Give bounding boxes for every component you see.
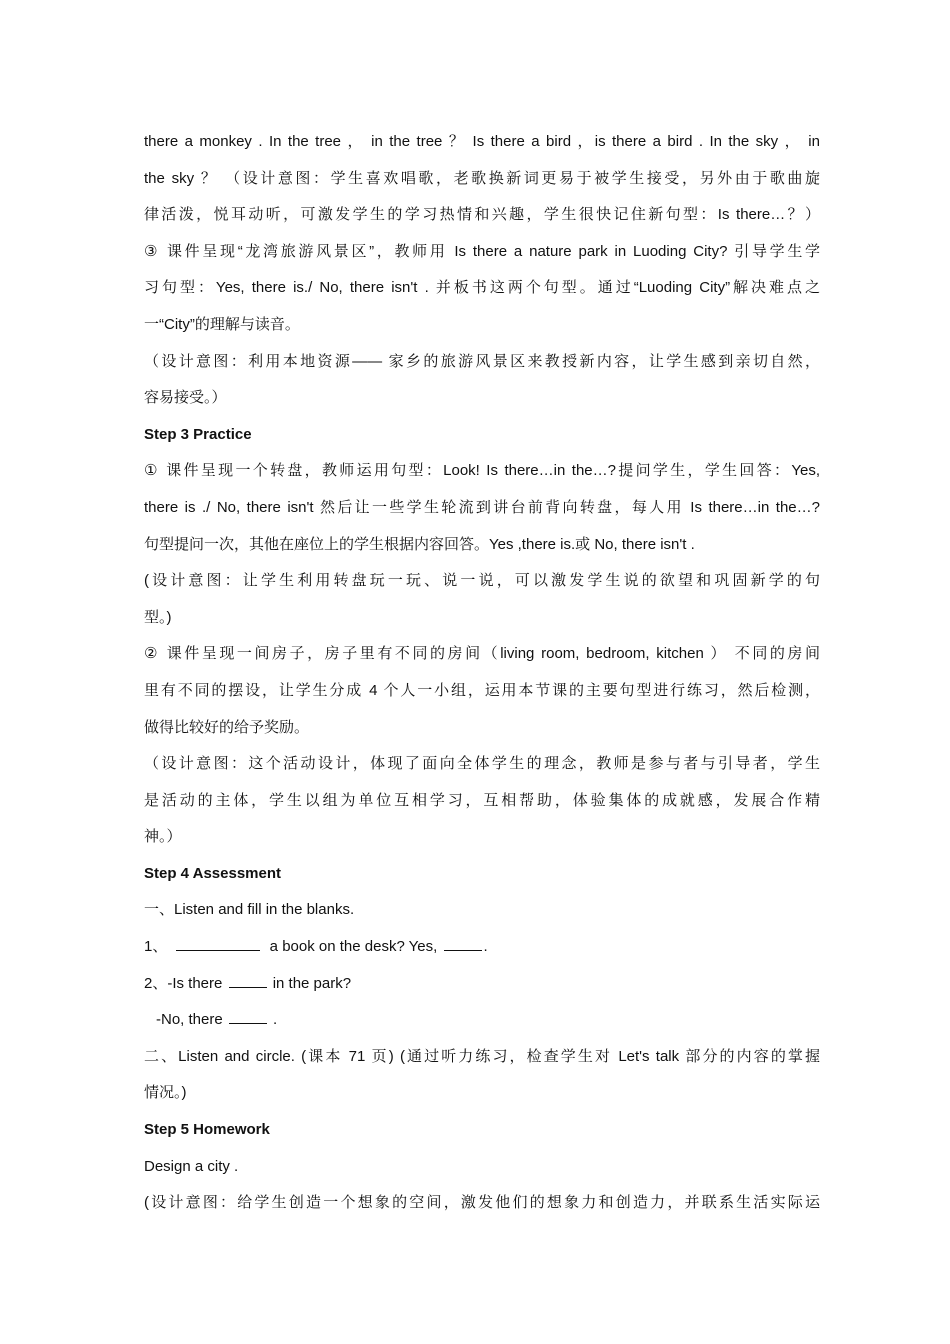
text-line: ③ 课件呈现“龙湾旅游风景区”，教师用 Is there a nature park in Luoding City? 引导学生学 (144, 242, 820, 260)
text-line: （设计意图：利用本地资源—— 家乡的旅游风景区来教授新内容，让学生感到亲切自然， (144, 352, 820, 370)
question-1-suffix: . (483, 938, 488, 956)
document-page (144, 124, 820, 1222)
text-line: the sky ？ （设计意图：学生喜欢唱歌，老歌换新词更易于被学生接受，另外由于歌曲旋 (144, 169, 820, 187)
text-line: there is ./ No, there isn't 然后让一些学生轮流到讲台前背向转盘，每人用 Is there…in the…? (144, 498, 820, 516)
answer-blank (229, 1010, 267, 1024)
section-heading: Step 3 Practice (144, 425, 252, 443)
text-line: ② 课件呈现一间房子，房子里有不同的房间（living room, bedroom, kitchen ） 不同的房间 (144, 645, 820, 663)
text-line: ① 课件呈现一个转盘，教师运用句型：Look! Is there…in the…?提问学生，学生回答：Yes, (144, 462, 820, 480)
text-line: 一、Listen and fill in the blanks. (144, 901, 355, 919)
question-2a-suffix: in the park? (268, 974, 352, 992)
question-2b-suffix: . (268, 1011, 278, 1029)
text-line: 里有不同的摆设，让学生分成 4 个人一小组，运用本节课的主要句型进行练习，然后检测， (144, 681, 820, 699)
text-line: 习句型：Yes, there is./ No, there isn't . 并板书这两个句型。通过“Luoding City”解决难点之 (144, 279, 820, 297)
text-line: 容易接受。） (144, 389, 227, 407)
text-line: 情况。) (144, 1084, 187, 1102)
text-line: Design a city . (144, 1157, 239, 1175)
text-line: (设计意图：给学生创造一个想象的空间，激发他们的想象力和创造力，并联系生活实际运 (144, 1194, 820, 1212)
question-2a-prefix: 2、-Is there (144, 974, 227, 992)
text-line: 做得比较好的给予奖励。 (144, 718, 310, 736)
text-line: 一“City”的理解与读音。 (144, 315, 300, 333)
answer-blank (176, 937, 260, 951)
question-1 (144, 929, 820, 966)
question-2b (144, 1002, 820, 1039)
text-line: 律活泼，悦耳动听，可激发学生的学习热情和兴趣，学生很快记住新句型：Is there…？） (144, 206, 820, 224)
text-line: 神。） (144, 828, 182, 846)
text-line: 型。) (144, 608, 172, 626)
question-1-middle: a book on the desk? Yes, (265, 938, 442, 956)
text-line: 句型提问一次，其他在座位上的学生根据内容回答。Yes ,there is.或 No, there isn't . (144, 535, 695, 553)
text-line: 是活动的主体，学生以组为单位互相学习，互相帮助，体验集体的成就感，发展合作精 (144, 791, 820, 809)
answer-blank (229, 974, 267, 988)
section-heading: Step 4 Assessment (144, 864, 282, 882)
question-2b-prefix: -No, there (156, 1011, 227, 1029)
text-line: (设计意图：让学生利用转盘玩一玩、说一说，可以激发学生说的欲望和巩固新学的句 (144, 572, 820, 590)
answer-blank (444, 937, 482, 951)
question-2a (144, 966, 820, 1003)
text-line: 二、Listen and circle. (课本 71 页) (通过听力练习，检查学生对 Let's talk 部分的内容的掌握 (144, 1047, 820, 1065)
question-1-prefix: 1、 (144, 938, 172, 956)
text-line: there a monkey . In the tree ， in the tree ？ Is there a bird ，is there a bird . In the sky ， in (144, 133, 820, 150)
section-heading: Step 5 Homework (144, 1121, 270, 1139)
text-line: （设计意图：这个活动设计，体现了面向全体学生的理念，教师是参与者与引导者，学生 (144, 755, 820, 773)
